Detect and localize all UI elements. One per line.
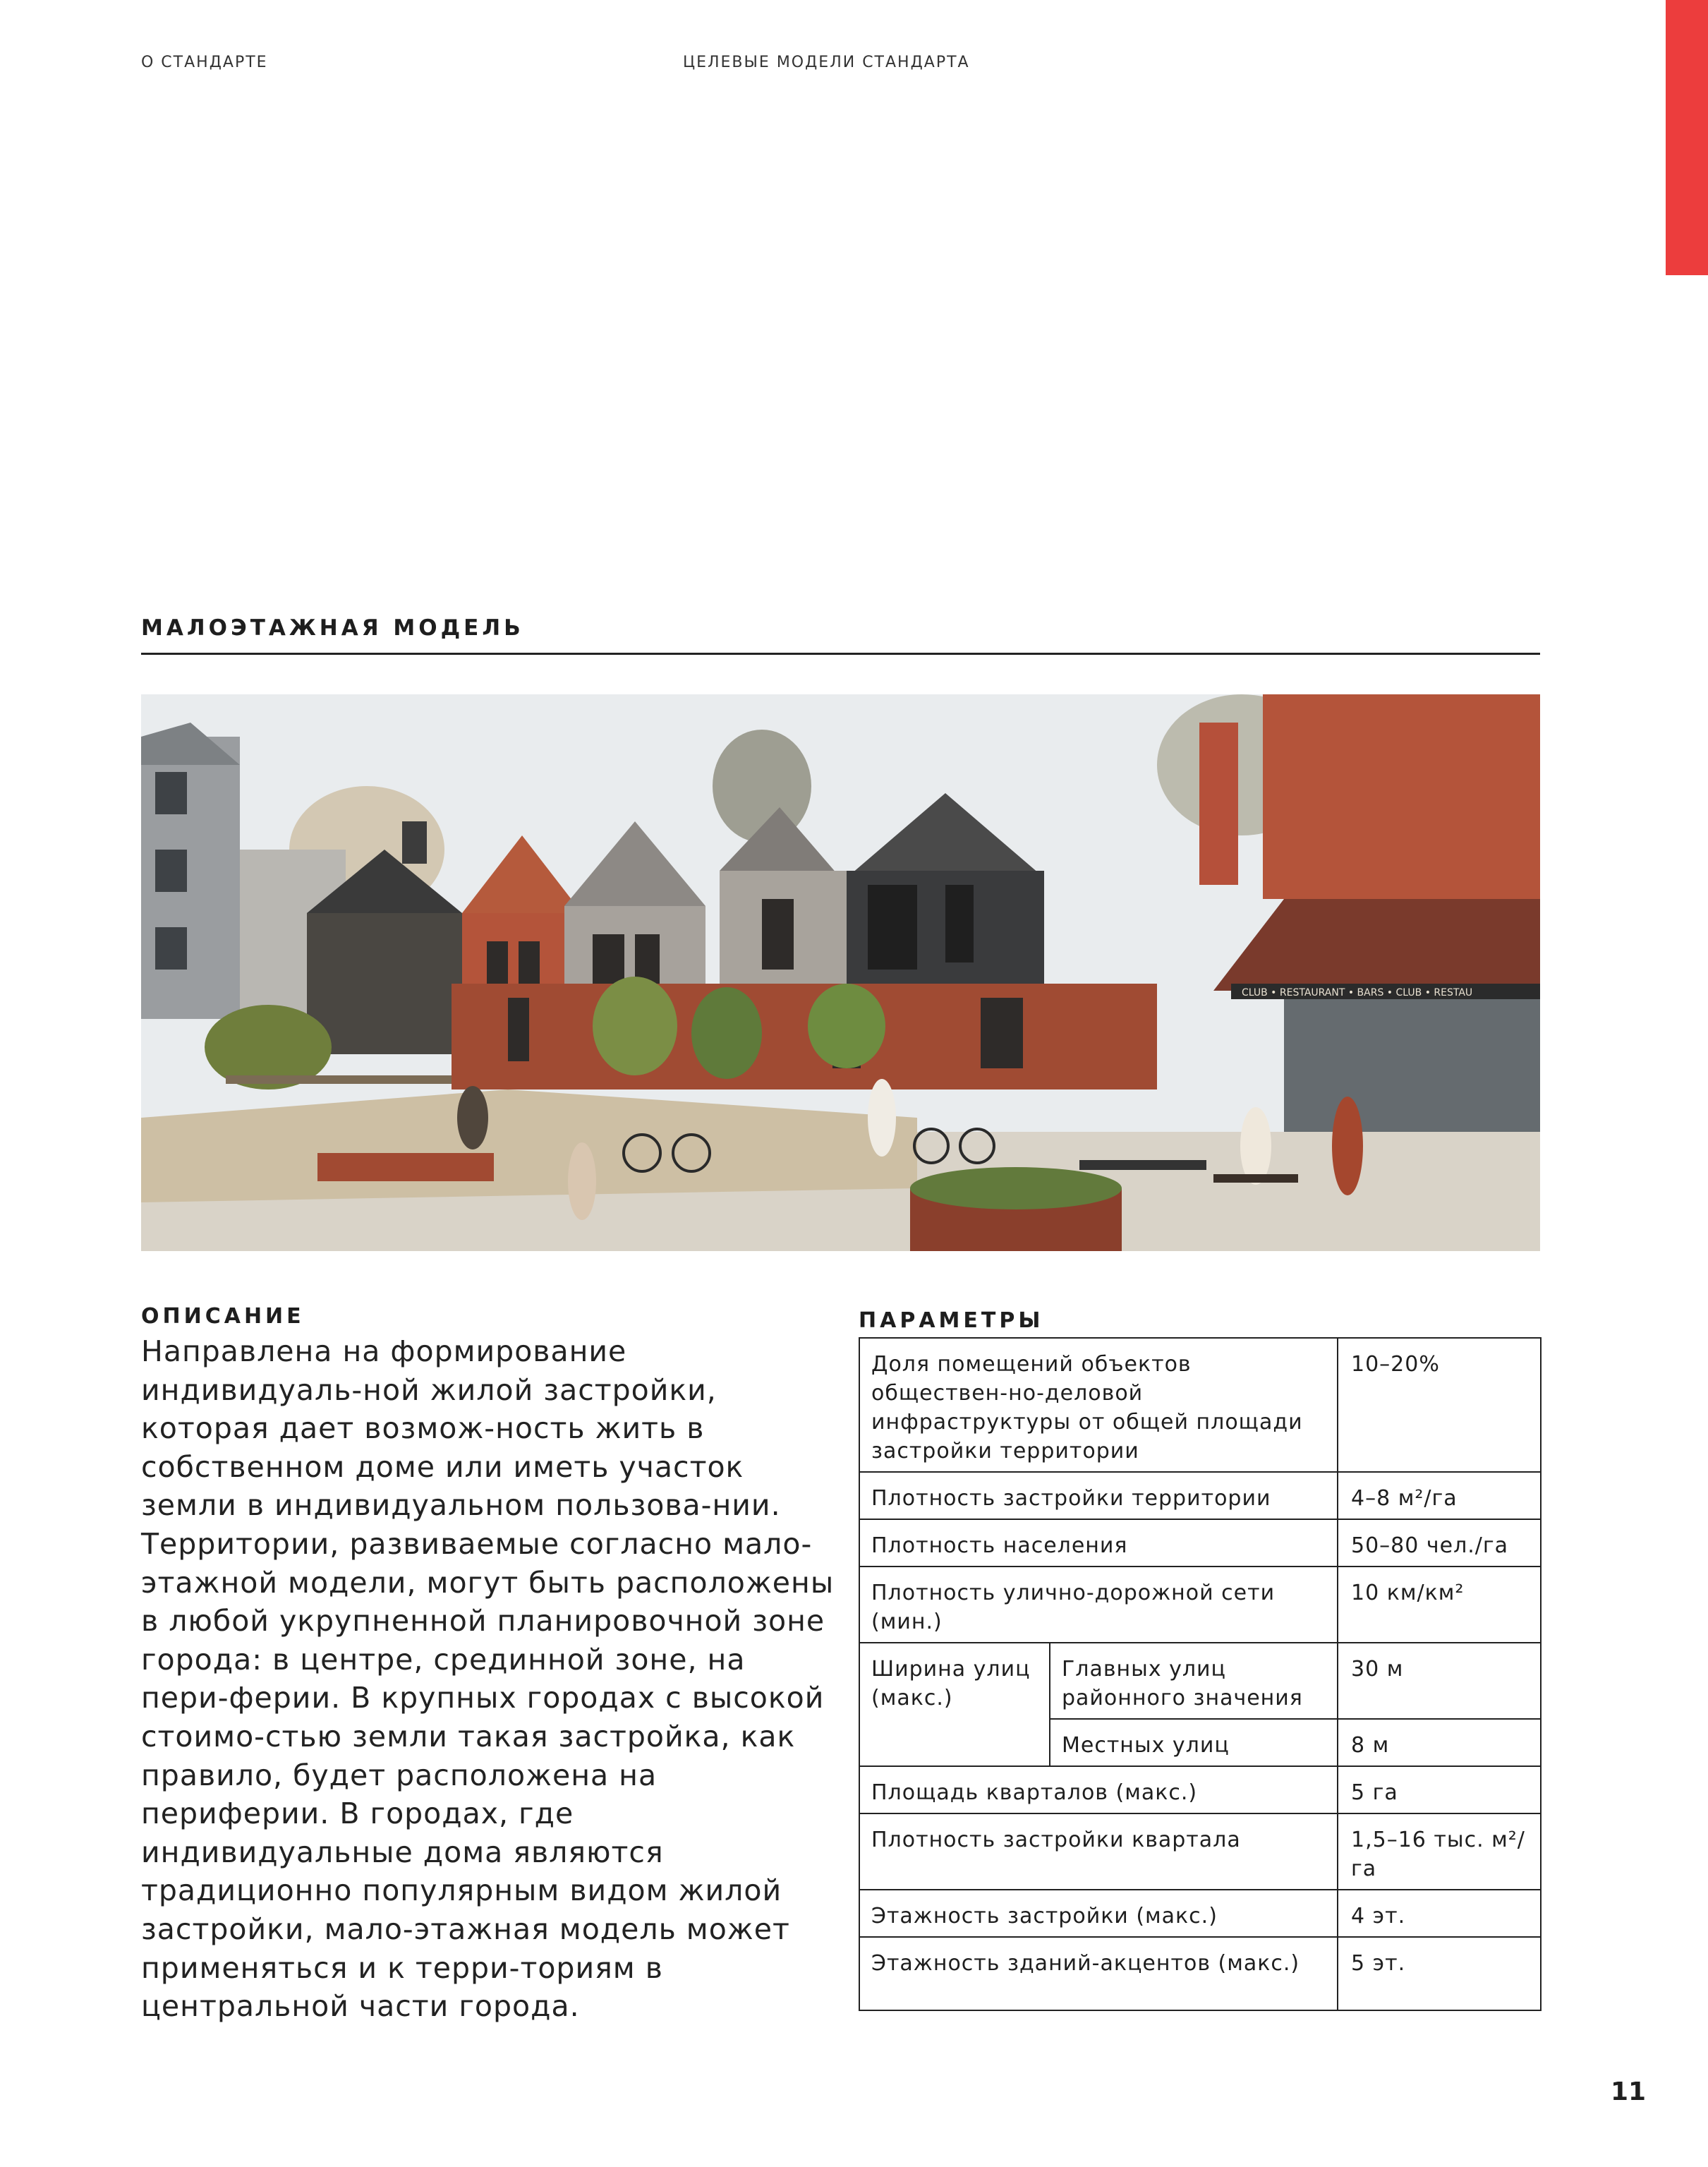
param-label: Плотность населения [859, 1519, 1338, 1567]
table-row [859, 1890, 1541, 1937]
section-title: МАЛОЭТАЖНАЯ МОДЕЛЬ [141, 615, 524, 641]
param-label: Площадь кварталов (макс.) [859, 1766, 1338, 1813]
param-value: 4 эт. [1338, 1890, 1541, 1937]
illustration-svg [141, 694, 1540, 1251]
table-row [859, 1937, 1541, 2010]
param-value: 4–8 м²/га [1338, 1472, 1541, 1519]
page-number: 11 [1611, 2077, 1647, 2106]
restaurant-sign-text: CLUB • RESTAURANT • BARS • CLUB • RESTAU [1242, 987, 1473, 998]
table-row [859, 1813, 1541, 1890]
param-label: Этажность зданий-акцентов (макс.) [859, 1937, 1338, 2010]
param-value: 5 га [1338, 1766, 1541, 1813]
param-value: 50–80 чел./га [1338, 1519, 1541, 1567]
table-row [859, 1338, 1541, 1472]
param-label: Этажность застройки (макс.) [859, 1890, 1338, 1937]
parameters-heading: ПАРАМЕТРЫ [859, 1308, 1044, 1333]
param-value: 30 м [1338, 1643, 1541, 1719]
parameters-table [859, 1337, 1542, 2011]
table-row [859, 1472, 1541, 1519]
table-row [859, 1567, 1541, 1643]
param-label: Доля помещений объектов обществен-но-деловой инфраструктуры от общей площади застройки территории [859, 1338, 1338, 1472]
low-rise-model-illustration [141, 694, 1540, 1251]
running-header-section: О СТАНДАРТЕ [141, 54, 268, 71]
param-label: Плотность улично-дорожной сети (мин.) [859, 1567, 1338, 1643]
chapter-tab-marker [1666, 0, 1708, 275]
param-label: Главных улиц районного значения [1050, 1643, 1338, 1719]
description-text: Направлена на формирование индивидуаль-ной жилой застройки, которая дает возмож-ность жить в собственном доме или иметь участок земли в индивидуальном пользова-нии. Территории, развиваемые согласно мало-этажной модели, могут быть расположены в любой укрупненной планировочной зоне города: в центре, срединной зоне, на пери-ферии. В крупных городах с высокой стоимо-стью земли такая застройка, как правило, будет расположена на периферии. В городах, где индивидуальные дома являются традиционно популярным видом жилой застройки, мало-этажная модель может применяться и к терри-ториям в центральной части города. [141, 1334, 835, 2024]
table-row [859, 1766, 1541, 1813]
param-value: 10 км/км² [1338, 1567, 1541, 1643]
param-label: Плотность застройки территории [859, 1472, 1338, 1519]
param-value: 1,5–16 тыс. м²/га [1338, 1813, 1541, 1890]
param-value: 10–20% [1338, 1338, 1541, 1472]
table-row [859, 1519, 1541, 1567]
running-header-chapter: ЦЕЛЕВЫЕ МОДЕЛИ СТАНДАРТА [683, 54, 970, 71]
param-value: 8 м [1338, 1719, 1541, 1766]
param-group-label: Ширина улиц (макс.) [859, 1643, 1050, 1766]
param-label: Местных улиц [1050, 1719, 1338, 1766]
description-heading: ОПИСАНИЕ [141, 1304, 305, 1329]
param-label: Плотность застройки квартала [859, 1813, 1338, 1890]
param-value: 5 эт. [1338, 1937, 1541, 2010]
table-row [859, 1643, 1541, 1719]
section-divider [141, 653, 1540, 655]
